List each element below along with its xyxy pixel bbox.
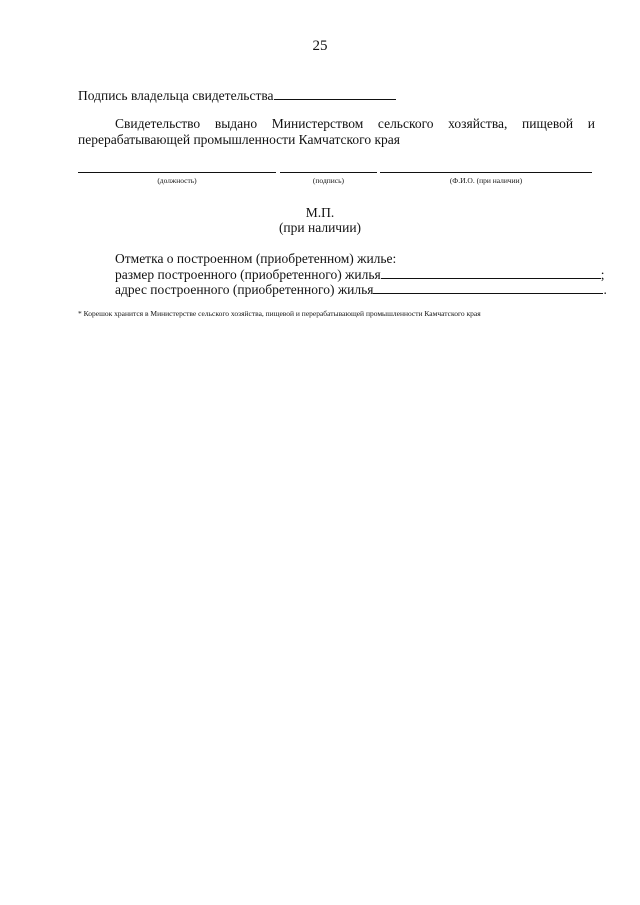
position-caption: (должность) xyxy=(157,176,197,185)
issued-word: выдано xyxy=(214,116,258,131)
issued-word: Министерством xyxy=(271,116,364,131)
issued-word: и xyxy=(587,116,595,131)
housing-address-line xyxy=(115,281,607,298)
full-name-blank xyxy=(380,172,592,173)
stamp-label: М.П. xyxy=(305,205,335,220)
issued-by-line-1 xyxy=(115,116,595,132)
signature-blank xyxy=(280,172,377,173)
housing-address-blank xyxy=(373,281,603,294)
full-name-caption: (Ф.И.О. (при наличии) xyxy=(449,176,523,185)
housing-size-label: размер построенного (приобретенного) жилья xyxy=(115,267,381,282)
housing-title: Отметка о построенном (приобретенном) жилье: xyxy=(115,251,397,266)
issued-word: Свидетельство xyxy=(115,116,201,131)
owner-signature-blank xyxy=(274,87,396,100)
issued-word: сельского xyxy=(377,116,434,131)
page-number: 25 xyxy=(312,38,328,54)
footnote: * Корешок хранится в Министерстве сельского хозяйства, пищевой и перерабатывающей промышленности Камчатского края xyxy=(78,309,481,318)
signature-caption: (подпись) xyxy=(312,176,345,185)
owner-signature-line xyxy=(78,87,396,104)
housing-size-blank xyxy=(381,266,601,279)
issued-word: хозяйства, xyxy=(448,116,508,131)
owner-signature-label: Подпись владельца свидетельства xyxy=(78,88,274,103)
housing-address-end: . xyxy=(603,282,607,297)
stamp-note: (при наличии) xyxy=(278,220,362,235)
position-blank xyxy=(78,172,276,173)
housing-address-label: адрес построенного (приобретенного) жилья xyxy=(115,282,374,297)
issued-word: пищевой xyxy=(522,116,574,131)
housing-size-end: ; xyxy=(600,267,605,282)
issued-by-line-2: перерабатывающей промышленности Камчатского края xyxy=(78,132,400,147)
